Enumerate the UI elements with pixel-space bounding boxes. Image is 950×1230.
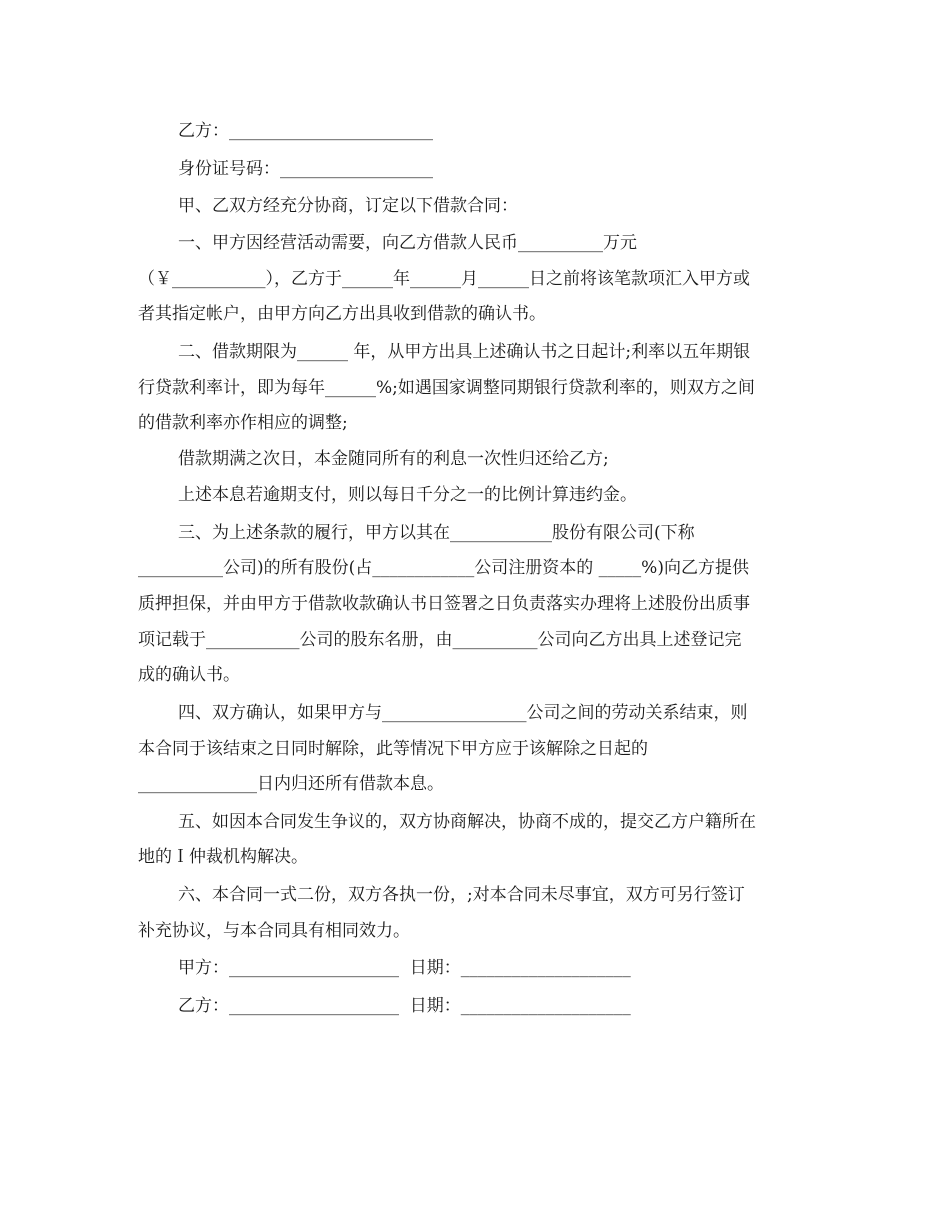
clause-5-line-1: 五、如因本合同发生争议的，双方协商解决，协商不成的，提交乙方户籍所在 (178, 812, 756, 832)
clause-3-line-1: 三、为上述条款的履行，甲方以其在____________股份有限公司(下称 (178, 523, 695, 543)
clause-4-line-3: ______________日内归还所有借款本息。 (138, 774, 444, 794)
overdue-line: 上述本息若逾期支付，则以每日千分之一的比例计算违约金。 (178, 485, 637, 505)
clause-6-line-1: 六、本合同一式二份，双方各执一份，;对本合同未尽事宜，双方可另行签订 (178, 885, 745, 905)
clause-6-line-2: 补充协议，与本合同具有相同效力。 (138, 921, 410, 941)
clause-1-line-2: （￥___________），乙方于______年______月______日之前将该笔款项汇入甲方或 (138, 269, 750, 289)
clause-1-line-3: 者其指定帐户，由甲方向乙方出具收到借款的确认书。 (138, 304, 546, 324)
clause-2-line-2: 行贷款利率计，即为每年______%;如遇国家调整同期银行贷款利率的，则双方之间 (138, 378, 755, 398)
clause-3-line-5: 成的确认书。 (138, 665, 240, 685)
clause-2-line-3: 的借款利率亦作相应的调整; (138, 413, 348, 433)
clause-4-line-2: 本合同于该结束之日同时解除，此等情况下甲方应于该解除之日起的 (138, 739, 648, 759)
intro-line: 甲、乙双方经充分协商，订定以下借款合同： (178, 196, 518, 216)
party-b-line: 乙方：________________________ (178, 121, 433, 141)
party-a-signature-line: 甲方：____________________ 日期：____________________ (178, 958, 631, 978)
clause-2-line-1: 二、借款期限为______ 年，从甲方出具上述确认书之日起计;利率以五年期银 (178, 342, 751, 362)
maturity-line: 借款期满之次日，本金随同所有的利息一次性归还给乙方; (178, 449, 609, 469)
clause-5-line-2: 地的Ｉ仲裁机构解决。 (138, 847, 308, 867)
clause-1-line-1: 一、甲方因经营活动需要，向乙方借款人民币__________万元 (178, 233, 637, 253)
party-b-signature-line: 乙方：____________________ 日期：____________________ (178, 996, 631, 1016)
clause-3-line-3: 质押担保，并由甲方于借款收款确认书日签署之日负责落实办理将上述股份出质事 (138, 594, 750, 614)
clause-3-line-4: 项记载于___________公司的股东名册，由__________公司向乙方出具上述登记完 (138, 630, 742, 650)
clause-4-line-1: 四、双方确认，如果甲方与_________________公司之间的劳动关系结束，则 (178, 703, 748, 723)
clause-3-line-2: __________公司)的所有股份(占____________公司注册资本的 _____%)向乙方提供 (138, 558, 749, 578)
id-number-line: 身份证号码：__________________ (178, 159, 433, 179)
